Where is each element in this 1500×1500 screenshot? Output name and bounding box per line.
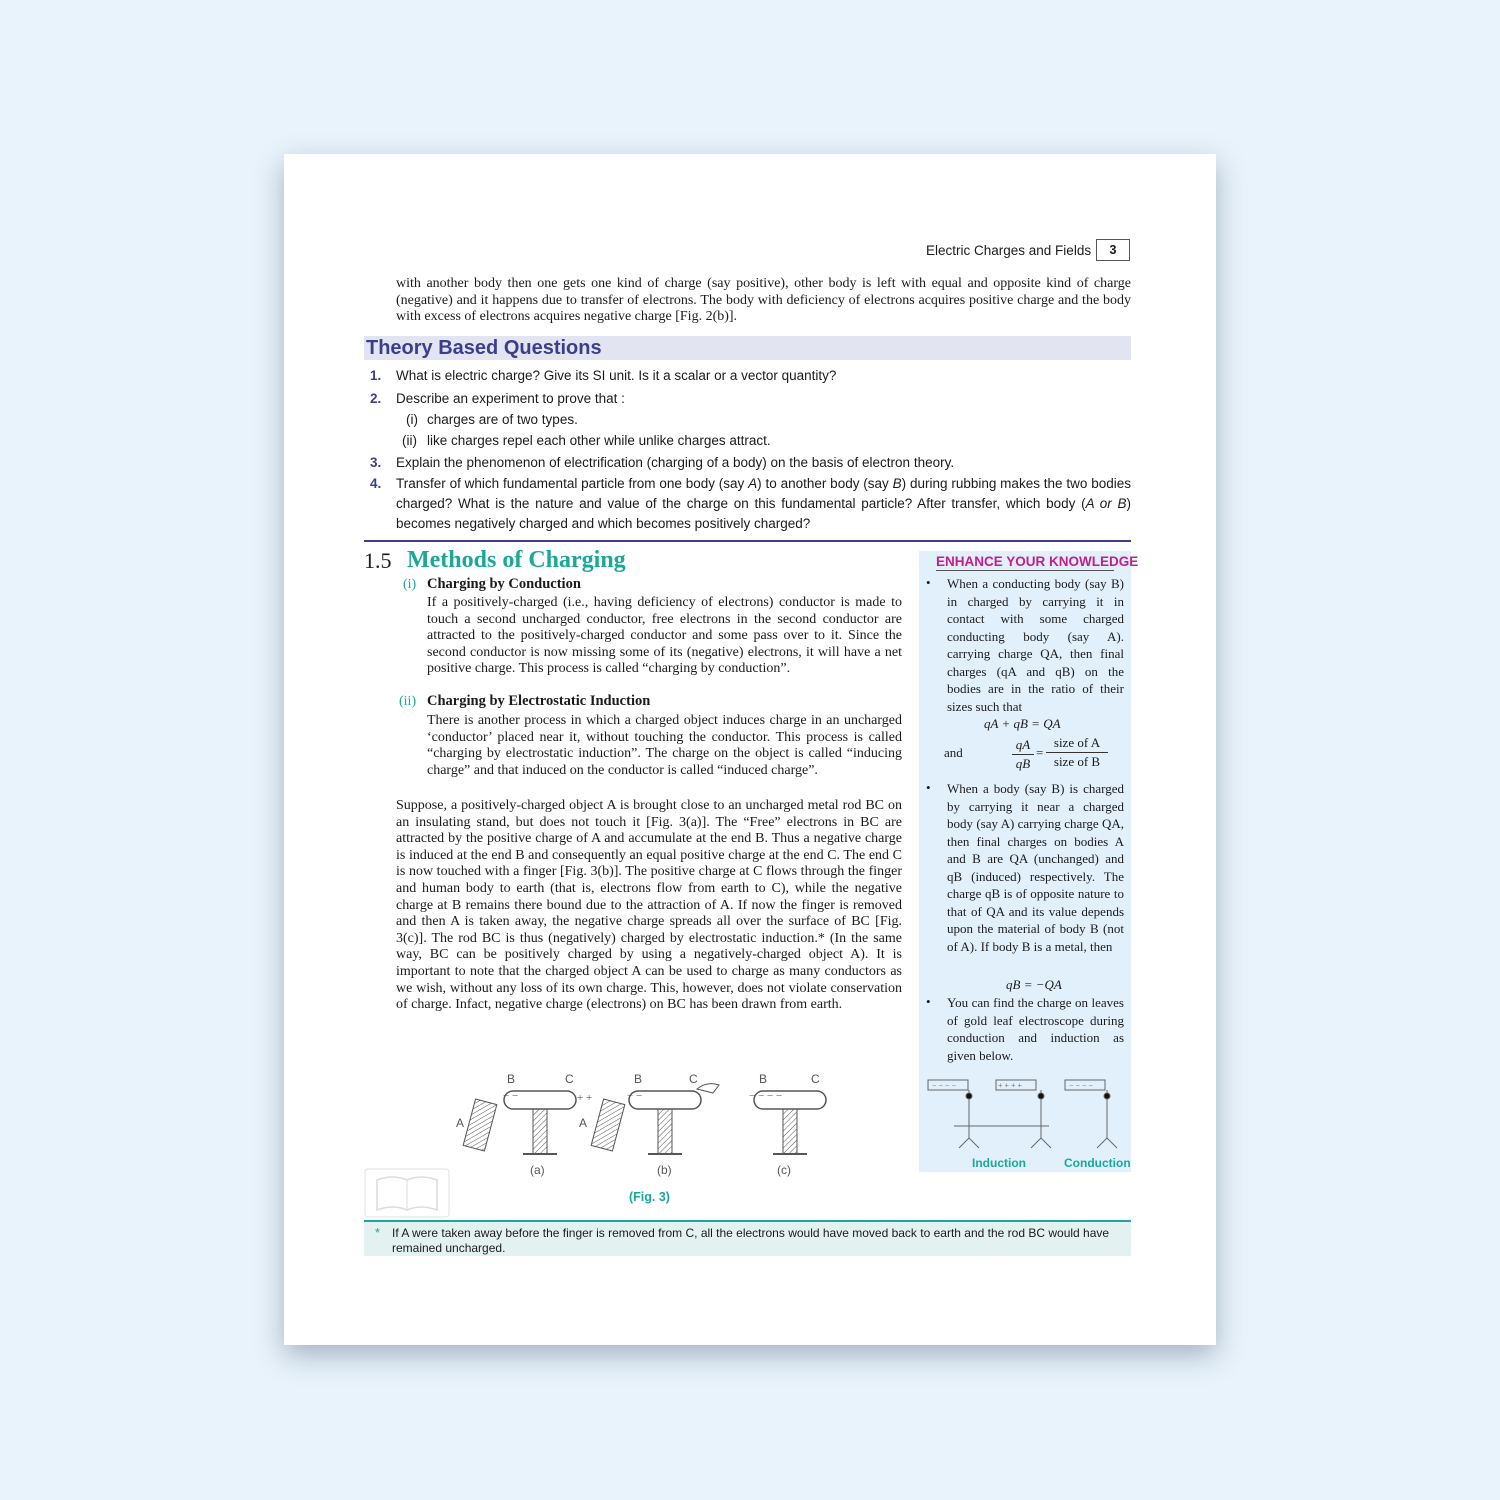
negative-sign: − − [627, 1090, 643, 1102]
insulating-stand [658, 1109, 672, 1154]
subsection-2-title: Charging by Electrostatic Induction [427, 693, 651, 709]
label-b: B [507, 1072, 516, 1086]
svg-text:− − − −: − − − − [932, 1081, 957, 1090]
label-b: B [759, 1072, 768, 1086]
figure-panel-b [579, 1072, 719, 1154]
subsection-1-number: (i) [403, 577, 417, 592]
section-divider [364, 540, 1131, 542]
charged-object-a [463, 1099, 497, 1151]
negative-sign: − − [503, 1090, 519, 1102]
bullet-icon: • [926, 780, 931, 795]
figure-sub-b: (b) [657, 1163, 672, 1177]
charged-object-a [591, 1099, 625, 1151]
section-number: 1.5 [364, 548, 392, 573]
intro-paragraph: with another body then one gets one kind of charge (say positive), other body is left with equal and opposite kind of charge (negative) and it happens due to transfer of electrons. The body with deficiency of electrons acquires positive charge and the body with excess of electrons acquires negative charge [Fig. 2(b)]. [396, 276, 1131, 324]
positive-sign: + + [577, 1092, 593, 1104]
document-page [284, 154, 1216, 1345]
question-4-number: 4. [370, 476, 382, 491]
negative-sign: − − − − [749, 1090, 783, 1102]
figure-sub-a: (a) [530, 1163, 545, 1177]
figure-caption: (Fig. 3) [629, 1190, 670, 1204]
equation-3: qB = −QA [1006, 977, 1062, 992]
equation-2-lhs: qA qB [1012, 736, 1034, 772]
running-head: Electric Charges and Fields [926, 243, 1092, 258]
question-1-number: 1. [370, 368, 382, 383]
question-2-ii-number: (ii) [402, 433, 417, 448]
induction-paragraph: Suppose, a positively-charged object A is brought close to an uncharged metal rod BC on an insulating stand, but does not touch it [Fig. 3(a)]. The “Free” electrons in BC are attracted by the positive charge of A and accumulate at the end B. Thus a negative charge is induced at the end B and consequently an equal positive charge at the end C. The end C is now touched with a finger [Fig. 3(b)]. The positive charge at C flows through the finger and human body to earth (that is, electrons flow from earth to C), while the negative charge at B remains there bound due to the attraction of A. If now the finger is removed and then A is taken away, the negative charge spreads all over the surface of BC [Fig. 3(c)]. The rod BC is thus (negatively) charged by electrostatic induction.* (In the same way, BC can be positively charged by using a negatively-charged object A). It is important to note that the charged object A can be used to charge as many conductors as we wish, without any loss of its own charge. This, however, does not violate conservation of charge. Infact, negative charge (electrons) on BC has been drawn from earth. [396, 798, 902, 1013]
question-2-ii: like charges repel each other while unlike charges attract. [427, 433, 771, 448]
finger [697, 1084, 719, 1093]
section-title: Methods of Charging [407, 547, 626, 573]
label-c: C [565, 1072, 574, 1086]
enhance-point-2: When a body (say B) is charged by carrying it near a charged body (say A) carrying charge QA, then final charges on bodies A and B are QA (unchanged) and qB (induced) respectively. The charge qB is of opposite nature to that of QA and its value depends upon the material of body B (not of A). If body B is a metal, then [947, 781, 1124, 954]
question-3-number: 3. [370, 455, 382, 470]
enhance-knowledge-title: ENHANCE YOUR KNOWLEDGE [936, 554, 1139, 569]
insulating-stand [533, 1109, 547, 1154]
figure-panel-a [456, 1072, 592, 1154]
equation-2-equals: = [1036, 745, 1044, 760]
label-c: C [689, 1072, 698, 1086]
figure-sub-c: (c) [777, 1163, 791, 1177]
enhance-point-1: When a conducting body (say B) in charged by carrying it in contact with some charged conducting body (say A). carrying charge QA, then final charges (qA and qB) on the bodies are in the ratio of their sizes such that [947, 576, 1124, 714]
footnote-marker: * [375, 1226, 380, 1240]
question-3: Explain the phenomenon of electrification (charging of a body) on the basis of electron theory. [396, 455, 955, 470]
subsection-2-text: There is another process in which a charged object induces charge in an uncharged ‘conductor’ placed near it, without touching the conductor. This process is called “charging by electrostatic induction”. The charge on the object is called “inducing charge” and that induced on the conductor is called “induced charge”. [427, 713, 902, 778]
question-4: Transfer of which fundamental particle from one body (say A) to another body (say B) during rubbing makes the two bodies charged? What is the nature and value of the charge on this fundamental particle? After transfer, which body (A or B) becomes negatively charged and which becomes positively charged? [396, 476, 1132, 531]
caption-conduction: Conduction [1064, 1156, 1131, 1170]
figure-panel-c [749, 1072, 826, 1154]
equation-2-and: and [944, 745, 963, 760]
question-2: Describe an experiment to prove that : [396, 391, 625, 406]
bullet-icon: • [926, 994, 931, 1009]
page-number: 3 [1096, 239, 1130, 261]
electroscope-diagram [924, 1078, 1129, 1158]
svg-text:+ + + +: + + + + [998, 1081, 1023, 1090]
caption-induction: Induction [972, 1156, 1026, 1170]
book-icon [364, 1168, 450, 1218]
svg-text:− − − −: − − − − [1069, 1081, 1094, 1090]
label-b: B [634, 1072, 643, 1086]
label-c: C [811, 1072, 820, 1086]
subsection-2-number: (ii) [399, 694, 417, 709]
enhance-title-underline [936, 570, 1114, 571]
equation-1: qA + qB = QA [984, 716, 1061, 731]
subsection-1-title: Charging by Conduction [427, 576, 581, 592]
insulating-stand [783, 1109, 797, 1154]
question-2-i: charges are of two types. [427, 412, 578, 427]
question-1: What is electric charge? Give its SI unit. Is it a scalar or a vector quantity? [396, 368, 837, 383]
question-2-i-number: (i) [406, 412, 418, 427]
label-a: A [579, 1116, 588, 1130]
enhance-point-3: You can find the charge on leaves of gold leaf electroscope during conduction and induction as given below. [947, 995, 1124, 1063]
question-2-number: 2. [370, 391, 382, 406]
bullet-icon: • [926, 575, 931, 590]
footnote-text: If A were taken away before the finger is removed from C, all the electrons would have moved back to earth and the rod BC would have remained uncharged. [392, 1226, 1110, 1255]
label-a: A [456, 1116, 465, 1130]
subsection-1-text: If a positively-charged (i.e., having deficiency of electrons) conductor is made to touch a second uncharged conductor, free electrons in the second conductor are attracted to the positively-charged conductor and some pass over to it. Since the second conductor is now missing some of its (negative) electrons, it will have a net positive charge. This process is called “charging by conduction”. [427, 595, 902, 677]
equation-2-rhs: size of A size of B [1046, 734, 1108, 770]
theory-title: Theory Based Questions [366, 337, 602, 359]
